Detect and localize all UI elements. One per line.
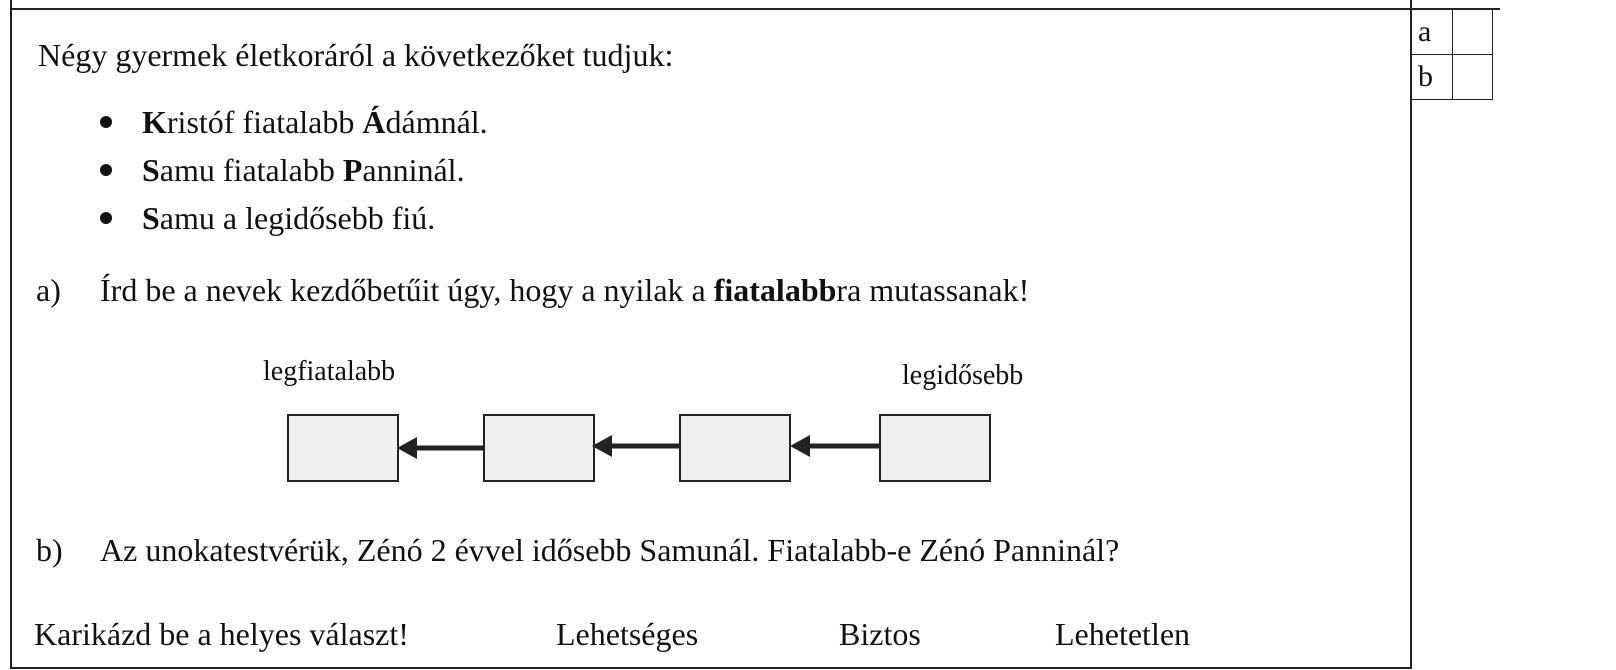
- score-table: [1412, 10, 1493, 100]
- fact-initial: S: [142, 152, 160, 188]
- fact-text: amu a legidősebb fiú.: [159, 200, 436, 236]
- fact-item: [100, 98, 488, 146]
- label-oldest: legidősebb: [902, 360, 1024, 391]
- fact-initial: S: [142, 200, 160, 236]
- answer-prompt: Karikázd be a helyes választ!: [34, 616, 409, 652]
- score-label-b: b: [1412, 55, 1452, 100]
- fact-initial: Á: [362, 104, 386, 140]
- score-label-a: a: [1412, 10, 1452, 55]
- fact-initial: P: [342, 152, 363, 188]
- question-a-text-bold: fiatalabb: [713, 272, 837, 308]
- fact-text: ristóf fiatalabb: [166, 104, 363, 140]
- fact-text: amu fiatalabb: [159, 152, 343, 188]
- fact-initial: K: [142, 104, 167, 140]
- facts-list: [100, 98, 488, 242]
- question-a-text-after: ra mutassanak!: [836, 272, 1030, 308]
- question-b-label: b): [36, 532, 63, 568]
- answer-option-impossible[interactable]: Lehetetlen: [1055, 616, 1191, 652]
- answer-box-1[interactable]: [287, 414, 399, 482]
- question-b-text: Az unokatestvérük, Zénó 2 évvel idősebb Samunál. Fiatalabb-e Zénó Panninál?: [100, 532, 1120, 568]
- score-row-a: [1412, 10, 1492, 55]
- answer-option-possible[interactable]: Lehetséges: [556, 616, 699, 652]
- question-a-label: a): [36, 272, 61, 308]
- score-cell-a[interactable]: [1452, 10, 1492, 55]
- answer-option-certain[interactable]: Biztos: [839, 616, 921, 652]
- answer-box-4[interactable]: [879, 414, 991, 482]
- task-frame-bottom: [10, 667, 1412, 669]
- fact-item: [100, 194, 488, 242]
- fact-text: dámnál.: [385, 104, 488, 140]
- fact-item: [100, 146, 488, 194]
- bullet-icon: [100, 212, 112, 224]
- bullet-icon: [100, 164, 112, 176]
- score-row-b: [1412, 55, 1492, 100]
- score-cell-b[interactable]: [1452, 55, 1492, 100]
- intro-text: Négy gyermek életkoráról a következőket tudjuk:: [38, 37, 674, 73]
- fact-text: anninál.: [362, 152, 465, 188]
- answer-box-2[interactable]: [483, 414, 595, 482]
- label-youngest: legfiatalabb: [263, 356, 396, 387]
- bullet-icon: [100, 116, 112, 128]
- answer-box-3[interactable]: [679, 414, 791, 482]
- question-a-text: [100, 270, 1029, 310]
- question-a-text-before: Írd be a nevek kezdőbetűit úgy, hogy a nyilak a: [100, 272, 714, 308]
